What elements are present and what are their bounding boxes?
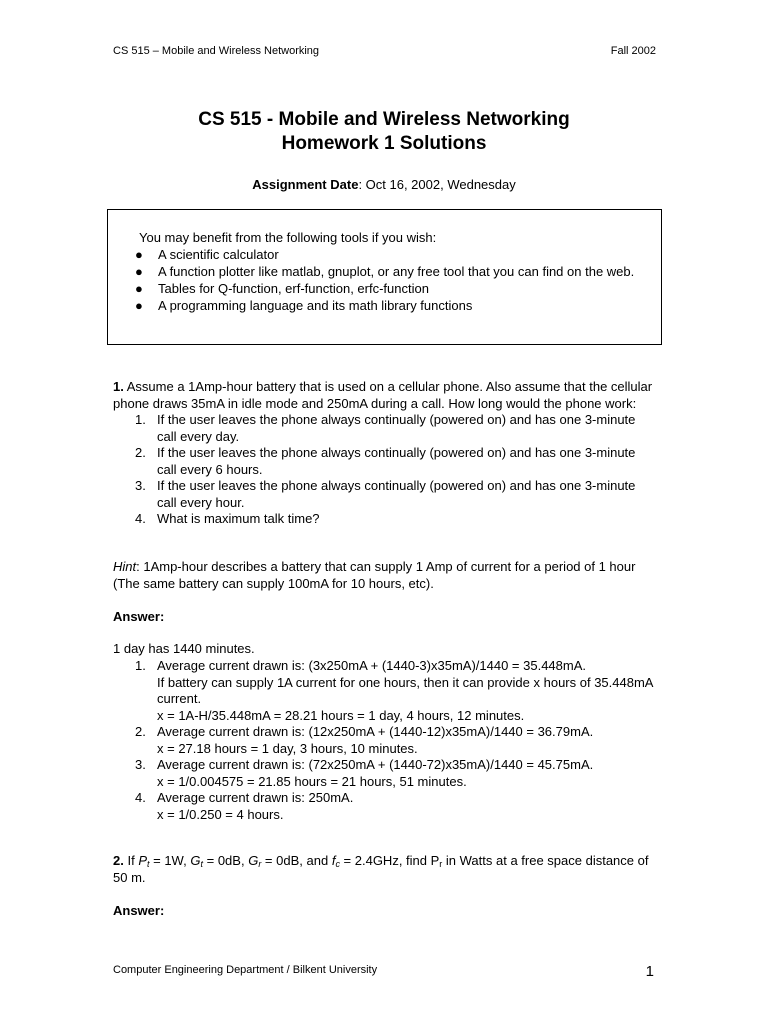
tools-item: ● Tables for Q-function, erf-function, erfc-function <box>135 281 429 296</box>
page-subtitle: Homework 1 Solutions <box>281 133 487 154</box>
tools-box <box>107 209 662 345</box>
hint: Hint: 1Amp-hour describes a battery that can supply 1 Amp of current for a period of 1 hour (The same battery can supply 100mA for 10 hours, etc). <box>113 559 636 591</box>
footer-department: Computer Engineering Department / Bilkent University <box>113 964 378 976</box>
answer-1-list <box>113 658 658 823</box>
tools-intro: You may benefit from the following tools if you wish: <box>139 230 437 245</box>
header-term: Fall 2002 <box>610 45 656 57</box>
list-item: 1. Average current drawn is: (3x250mA + (1440-3)x35mA)/1440 = 35.448mA. If battery can supply 1A current for one hours, then it can provide x hours of 35.448mA current. x = 1A-H/35.448mA = 28.21 hours = 1 day, 4 hours, 12 minutes. <box>135 658 653 723</box>
assignment-date <box>0 177 768 192</box>
question-1-list <box>113 412 658 528</box>
list-item: 1. If the user leaves the phone always continually (powered on) and has one 3-minute call every day. <box>135 412 636 444</box>
answer-2-label: Answer: <box>113 903 165 918</box>
list-item: 2. If the user leaves the phone always continually (powered on) and has one 3-minute call every 6 hours. <box>135 445 636 477</box>
list-item: 4. What is maximum talk time? <box>135 511 320 526</box>
list-item: 3. If the user leaves the phone always continually (powered on) and has one 3-minute call every hour. <box>135 478 636 510</box>
question-2: 2. If $P_t = 1W$, $G_t = 0dB$, $G_r = 0dB$, and $f_c = 2.4GHz$, find $P_r$ in Watts at a free space distance of 50 m. <box>113 853 649 885</box>
page-number: 1 <box>645 963 654 980</box>
answer-1-label: Answer: <box>113 609 165 624</box>
bullet-icon: ● <box>135 247 143 262</box>
answer-1-intro: 1 day has 1440 minutes. <box>113 641 255 656</box>
bullet-icon: ● <box>135 264 143 279</box>
tools-list <box>132 246 644 314</box>
assignment-value: : Oct 16, 2002, Wednesday <box>358 177 516 192</box>
bullet-icon: ● <box>135 298 143 313</box>
tools-item: ● A function plotter like matlab, gnuplot, or any free tool that you can find on the web. <box>135 264 635 279</box>
list-item: 3. Average current drawn is: (72x250mA + (1440-72)x35mA)/1440 = 45.75mA. x = 1/0.004575 = 21.85 hours = 21 hours, 51 minutes. <box>135 757 594 789</box>
question-1-text: 1. Assume a 1Amp-hour battery that is used on a cellular phone. Also assume that the cellular phone draws 35mA in idle mode and 250mA during a call. How long would the phone work: <box>113 379 653 411</box>
list-item: 4. Average current drawn is: 250mA. x = 1/0.250 = 4 hours. <box>135 790 354 822</box>
header-course: CS 515 – Mobile and Wireless Networking <box>113 45 320 57</box>
assignment-label: Assignment Date <box>252 177 359 192</box>
tools-item: ● A scientific calculator <box>135 247 279 262</box>
page-title: CS 515 - Mobile and Wireless Networking <box>198 109 570 130</box>
question-1 <box>113 379 658 528</box>
list-item: 2. Average current drawn is: (12x250mA + (1440-12)x35mA)/1440 = 36.79mA. x = 27.18 hours = 1 day, 3 hours, 10 minutes. <box>135 724 594 756</box>
bullet-icon: ● <box>135 281 143 296</box>
tools-item: ● A programming language and its math library functions <box>135 298 473 313</box>
